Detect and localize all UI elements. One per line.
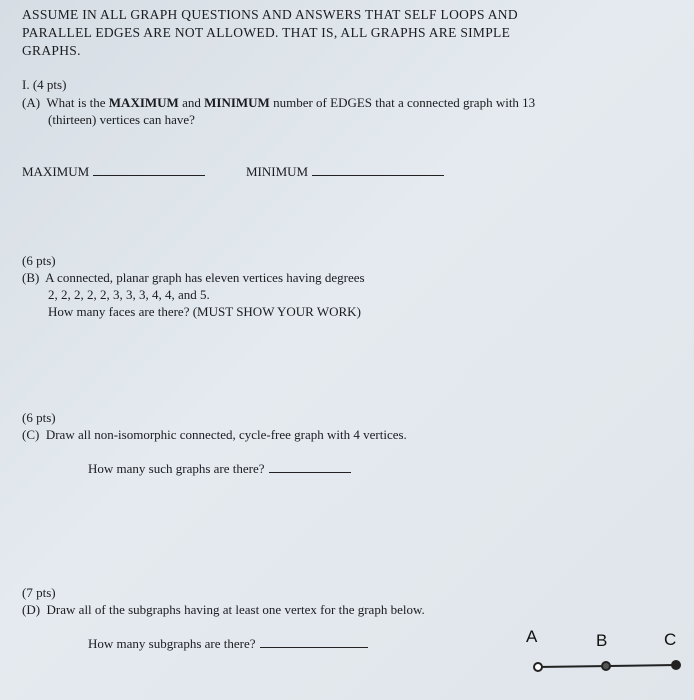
question-d-question: How many subgraphs are there? [88, 636, 256, 651]
question-a-minimum: MINIMUM [204, 95, 270, 110]
vertex-a [534, 663, 542, 671]
question-a-maximum: MAXIMUM [108, 95, 179, 110]
section-b-points: (6 pts) [22, 253, 56, 268]
instructions-line-1: ASSUME IN ALL GRAPH QUESTIONS AND ANSWERS THAT SELF LOOPS AND [22, 7, 518, 22]
question-c-text: Draw all non-isomorphic connected, cycle-free graph with 4 vertices. [45, 427, 407, 442]
question-d-line-1 [22, 602, 425, 618]
question-a [22, 95, 535, 111]
question-a-text-post: that a connected graph with 13 [375, 95, 536, 110]
instructions-line-2: PARALLEL EDGES ARE NOT ALLOWED. THAT IS, ALL GRAPHS ARE SIMPLE [22, 25, 511, 40]
question-c-line-1 [22, 427, 407, 443]
vertex-b [602, 662, 610, 670]
question-a-text-mid: number of [273, 95, 327, 110]
vertex-label-b: B [596, 631, 608, 650]
section-c-points: (6 pts) [22, 410, 56, 425]
vertex-label-c: C [664, 630, 677, 649]
question-a-line-2: (thirteen) vertices can have? [48, 112, 195, 127]
question-b-degrees: 2, 2, 2, 2, 2, 3, 3, 3, 4, 4, and 5. [48, 287, 210, 302]
instructions-line-3: GRAPHS. [22, 43, 81, 58]
minimum-answer-blank[interactable] [312, 174, 444, 176]
question-a-edges: EDGES [330, 95, 373, 110]
maximum-answer-blank[interactable] [93, 174, 205, 176]
graph-abc [526, 656, 686, 678]
question-a-and: and [182, 95, 201, 110]
question-c-question: How many such graphs are there? [88, 461, 265, 476]
question-b-line-1 [22, 270, 365, 286]
question-d-text: Draw all of the subgraphs having at least one vertex for the graph below. [46, 602, 425, 617]
question-b-letter: (B) [22, 270, 40, 285]
vertex-label-a: A [526, 627, 538, 646]
minimum-answer-row [246, 164, 444, 180]
maximum-label: MAXIMUM [22, 164, 90, 179]
question-a-letter: (A) [22, 95, 41, 110]
section-d-points: (7 pts) [22, 585, 56, 600]
question-d-letter: (D) [22, 602, 41, 617]
question-c-answer-row [88, 461, 351, 477]
maximum-answer-row [22, 164, 205, 180]
question-c-letter: (C) [22, 427, 40, 442]
vertex-c [672, 661, 680, 669]
question-d-answer-row [88, 636, 368, 652]
question-b-text: A connected, planar graph has eleven vertices having degrees [45, 270, 365, 285]
section-1-points: I. (4 pts) [22, 77, 67, 92]
minimum-label: MINIMUM [246, 164, 309, 179]
question-b-line-3: How many faces are there? (MUST SHOW YOUR WORK) [48, 304, 361, 319]
question-c-answer-blank[interactable] [269, 471, 351, 473]
question-d-answer-blank[interactable] [260, 646, 368, 648]
question-a-text-pre: What is the [46, 95, 106, 110]
